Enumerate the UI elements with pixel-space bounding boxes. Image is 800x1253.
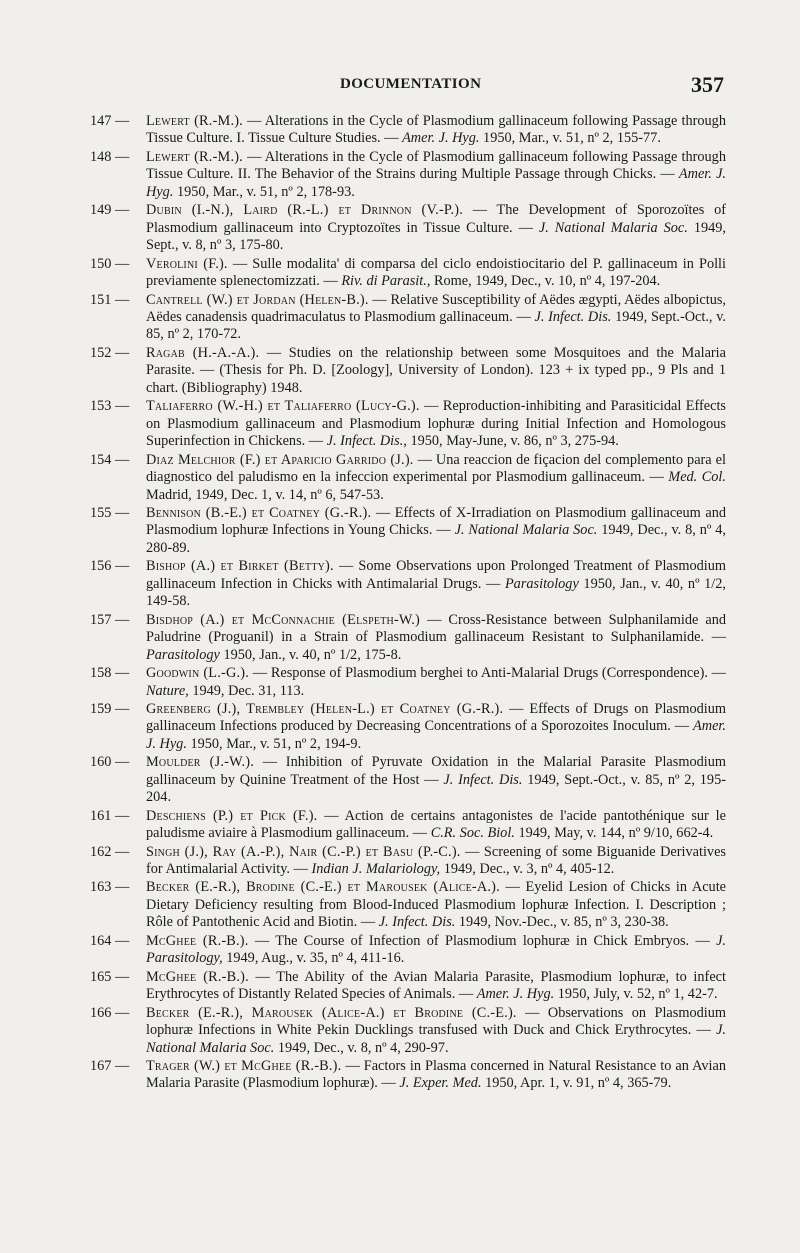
entry-details: 1949, Sept., v. 8, nº 3, 175-80. — [146, 219, 726, 254]
entry-authors: Greenberg (J.), Trembley (Helen-L.) et Coatney (G.-R.). — [146, 700, 504, 717]
entry-title: — The Course of Infection of Plasmodium lophuræ in Chick Embryos. — — [248, 932, 717, 949]
entry-details: 1949, Dec., v. 8, nº 4, 280-89. — [146, 522, 727, 556]
entry-title: — Action de certains antagonistes de l'acide pantothénique sur le paludisme aviaire à Plasmodium gallinaceum. — — [146, 807, 726, 842]
bibliography-entry — [90, 292, 726, 344]
entry-number: 160 — — [90, 754, 130, 771]
entry-number: 150 — — [90, 255, 130, 272]
entry-details: 1949, Dec. 31, 113. — [188, 682, 305, 699]
entry-authors: Moulder (J.-W.). — [146, 754, 254, 771]
entry-journal: J. Infect. Dis., — [326, 433, 407, 450]
entry-title: — Relative Susceptibility of Aëdes ægypti, Aëdes albopictus, Aëdes canadensis quadrimaculatus to Plasmodium gallinaceum. — — [146, 291, 726, 325]
entry-authors: Dubin (I.-N.), Laird (R.-L.) et Drinnon (V.-P.). — [146, 202, 463, 219]
entry-journal: Nature, — [146, 682, 189, 699]
entry-details: 1949, Dec., v. 3, nº 4, 405-12. — [440, 861, 615, 878]
entry-number: 162 — — [90, 843, 130, 860]
bibliography-entry — [90, 149, 726, 201]
entry-journal: Parasitology — [146, 646, 220, 663]
entry-number: 158 — — [90, 665, 130, 682]
entry-title: — The Ability of the Avian Malaria Parasite, Plasmodium lophuræ, to infect Erythrocytes of Distantly Related Species of Animals. — — [146, 968, 726, 1003]
entry-number: 163 — — [90, 879, 130, 896]
entry-title: — Inhibition of Pyruvate Oxidation in the Malarial Parasite Plasmodium gallinaceum by Quinine Treatment of the Host — — [146, 754, 726, 788]
entry-title: — Sulle modalita' di comparsa del ciclo endoistiocitario del P. gallinaceum in Polli previamente splenectomizzati. — — [146, 255, 727, 290]
entry-authors: Goodwin (L.-G.). — [146, 665, 250, 682]
entry-title: — Observations on Plasmodium lophuræ Infections in White Pekin Ducklings transfused with Duck and Chick Erythrocytes. — — [146, 1004, 726, 1039]
entry-details: 1949, Aug., v. 35, nº 4, 411-16. — [222, 950, 405, 967]
entry-journal: J. National Malaria Soc. — [454, 522, 598, 539]
entry-number: 149 — — [90, 202, 130, 219]
entry-authors: Becker (E.-R.), Brodine (C.-E.) et Marousek (Alice-A.). — [146, 879, 500, 896]
entry-authors: McGhee (R.-B.). — [146, 932, 249, 949]
bibliography-entry — [90, 665, 726, 700]
entry-title: — Eyelid Lesion of Chicks in Acute Dietary Deficiency resulting from Blood-Induced Plasmodium lophuræ Infection. I. Description ; Rôle of Pantothenic Acid and Biotin. — — [146, 879, 727, 931]
entry-number: 157 — — [90, 611, 130, 628]
entry-journal: J. Infect. Dis. — [378, 914, 456, 931]
bibliography-entry — [90, 1058, 726, 1093]
entry-title: — Effects of Drugs on Plasmodium gallinaceum Infections produced by Decreasing Concentrations of a Sporozoites Inoculum. — — [146, 700, 726, 735]
bibliography-entry — [90, 969, 726, 1004]
entry-details: 1949, Nov.-Dec., v. 85, nº 3, 230-38. — [455, 914, 669, 931]
entry-journal: J. Exper. Med. — [399, 1075, 482, 1092]
entry-authors: Verolini (F.). — [146, 255, 228, 272]
entry-authors: Singh (J.), Ray (A.-P.), Nair (C.-P.) et Basu (P.-C.). — [146, 843, 461, 860]
entry-details: Rome, 1949, Dec., v. 10, nº 4, 197-204. — [430, 273, 661, 290]
entry-journal: J. Infect. Dis. — [443, 771, 523, 788]
entry-details: 1950, Mar., v. 51, nº 2, 194-9. — [186, 735, 362, 752]
entry-number: 164 — — [90, 932, 130, 949]
entry-title: — The Development of Sporozoïtes of Plasmodium gallinaceum into Cryptozoïtes in Tissue Culture. — — [146, 202, 726, 236]
entry-journal: Amer. J. Hyg. — [146, 718, 726, 752]
entry-authors: Lewert (R.-M.). — [146, 148, 243, 165]
entry-details: 1950, Jan., v. 40, nº 1/2, 149-58. — [146, 575, 726, 610]
entry-authors: McGhee (R.-B.). — [146, 968, 249, 985]
entry-journal: J. Parasitology, — [146, 932, 726, 967]
entry-journal: Parasitology — [504, 575, 579, 592]
entry-number: 147 — — [90, 113, 130, 129]
entry-title: — Screening of some Biguanide Derivatives for Antimalarial Activity. — — [146, 843, 726, 878]
entry-details: 1950, Apr. 1, v. 91, nº 4, 365-79. — [481, 1075, 672, 1092]
entry-authors: Bennison (B.-E.) et Coatney (G.-R.). — [146, 504, 372, 521]
bibliography-entry — [90, 202, 726, 254]
entry-number: 156 — — [90, 558, 130, 575]
entry-journal: Amer. J. Hyg. — [146, 166, 727, 200]
entry-title: — Alterations in the Cycle of Plasmodium gallinaceum following Passage through Tissue Culture. I. Tissue Culture Studies. — — [146, 113, 726, 147]
entry-details: 1949, Sept.-Oct., v. 85, nº 2, 195-204. — [146, 771, 726, 806]
entry-authors: Lewert (R.-M.). — [146, 113, 243, 129]
entry-authors: Trager (W.) et McGhee (R.-B.). — [146, 1058, 342, 1075]
entry-title: — Some Observations upon Prolonged Treatment of Plasmodium gallinaceum Infection in Chicks with Antimalarial Drugs. — — [146, 558, 726, 592]
bibliography-entry — [90, 1005, 726, 1057]
bibliography-entry — [90, 505, 726, 557]
entry-number: 165 — — [90, 968, 130, 985]
bibliography-entry — [90, 345, 726, 397]
bibliography-entry — [90, 844, 726, 879]
entry-authors: Deschiens (P.) et Pick (F.). — [146, 807, 318, 824]
entry-number: 154 — — [90, 451, 130, 468]
entry-journal: Amer. J. Hyg. — [476, 986, 555, 1003]
bibliography-entry — [90, 113, 726, 148]
running-title: DOCUMENTATION — [340, 76, 482, 92]
page-number: 357 — [691, 72, 724, 97]
entry-number: 152 — — [90, 344, 130, 361]
entry-journal: J. National Malaria Soc. — [146, 1022, 726, 1056]
entry-journal: J. National Malaria Soc. — [538, 219, 688, 236]
entry-details: 1950, July, v. 52, nº 1, 42-7. — [554, 986, 718, 1003]
entry-number: 148 — — [90, 148, 130, 165]
entry-authors: Taliaferro (W.-H.) et Taliaferro (Lucy-G.). — [146, 398, 420, 415]
entry-details: 1949, Dec., v. 8, nº 4, 290-97. — [274, 1039, 449, 1056]
entry-details: 1949, May, v. 144, nº 9/10, 662-4. — [514, 825, 714, 842]
entry-number: 153 — — [90, 398, 130, 415]
entry-details: 1950, May-June, v. 86, nº 3, 275-94. — [406, 433, 619, 450]
entry-title: — Reproduction-inhibiting and Parasiticidal Effects on Plasmodium gallinaceum and Plasmodium lophuræ during Initial Infection and Homologous Superinfection in Chickens. — — [146, 398, 726, 450]
entry-journal: Riv. di Parasit., — [341, 273, 431, 290]
entry-number: 155 — — [90, 504, 130, 521]
entry-details: 1950, Jan., v. 40, nº 1/2, 175-8. — [219, 646, 402, 663]
entry-number: 161 — — [90, 807, 130, 824]
bibliography-entry — [90, 452, 726, 504]
entry-title: — Una reaccion de fiçacion del complemento para el diagnostico del paludismo en la infeccion experimental por Plasmodium gallinaceum. — — [146, 451, 726, 486]
entry-authors: Bisdhop (A.) et McConnachie (Elspeth-W.) — [146, 611, 421, 628]
bibliography-entry — [90, 701, 726, 753]
entry-details: 1949, Sept.-Oct., v. 85, nº 2, 170-72. — [146, 308, 727, 343]
bibliography-entry — [90, 558, 726, 610]
entry-title: — Cross-Resistance between Sulphanilamide and Paludrine (Proguanil) in a Strain of Plasmodium gallinaceum Resistant to Sulphanilamide. — — [146, 611, 727, 646]
entry-journal: Amer. J. Hyg. — [402, 130, 480, 147]
bibliography-entry — [90, 754, 726, 806]
entry-authors: Diaz Melchior (F.) et Aparicio Garrido (J.). — [146, 451, 414, 468]
page-header — [0, 72, 800, 98]
entry-title: — Response of Plasmodium berghei to Anti-Malarial Drugs (Correspondence). — — [249, 665, 726, 682]
entry-authors: Cantrell (W.) et Jordan (Helen-B.). — [146, 291, 369, 308]
bibliography-entry — [90, 612, 726, 664]
bibliography-entry — [90, 933, 726, 968]
entry-details: 1950, Mar., v. 51, nº 2, 155-77. — [479, 130, 661, 147]
entry-journal: Med. Col. — [668, 469, 726, 486]
entry-title: — Studies on the relationship between some Mosquitoes and the Malaria Parasite. — (Thesis for Ph. D. [Zoology], University of London). 123 + ix typed pp., 9 Pls and 1 chart. (Bibliography) 1948. — [146, 344, 726, 396]
entry-details: Madrid, 1949, Dec. 1, v. 14, nº 6, 547-53. — [146, 486, 384, 503]
bibliography-entry — [90, 398, 726, 450]
bibliography-entry — [90, 808, 726, 843]
entry-details: 1950, Mar., v. 51, nº 2, 178-93. — [173, 183, 355, 200]
entry-title: — Effects of X-Irradiation on Plasmodium gallinaceum and Plasmodium lophuræ Infections in Young Chicks. — — [146, 504, 727, 539]
entry-number: 167 — — [90, 1058, 130, 1075]
entry-journal: Indian J. Malariology, — [311, 861, 441, 878]
entry-journal: J. Infect. Dis. — [534, 308, 612, 325]
bibliography-list — [90, 113, 726, 1094]
entry-title: — Factors in Plasma concerned in Natural Resistance to an Avian Malaria Parasite (Plasmodium lophuræ). — — [146, 1058, 726, 1092]
entry-number: 166 — — [90, 1004, 130, 1021]
entry-number: 151 — — [90, 291, 130, 308]
bibliography-entry — [90, 256, 726, 291]
bibliography-entry — [90, 879, 726, 931]
entry-authors: Becker (E.-R.), Marousek (Alice-A.) et Brodine (C.-E.). — [146, 1004, 517, 1021]
entry-authors: Bishop (A.) et Birket (Betty). — [146, 558, 334, 575]
entry-title: — Alterations in the Cycle of Plasmodium gallinaceum following Passage through Tissue Culture. II. The Behavior of the Strains during Multiple Passage through Chicks. — — [146, 148, 726, 183]
entry-journal: C.R. Soc. Biol. — [430, 825, 515, 842]
entry-authors: Ragab (H.-A.-A.). — [146, 344, 260, 361]
entry-number: 159 — — [90, 700, 130, 717]
